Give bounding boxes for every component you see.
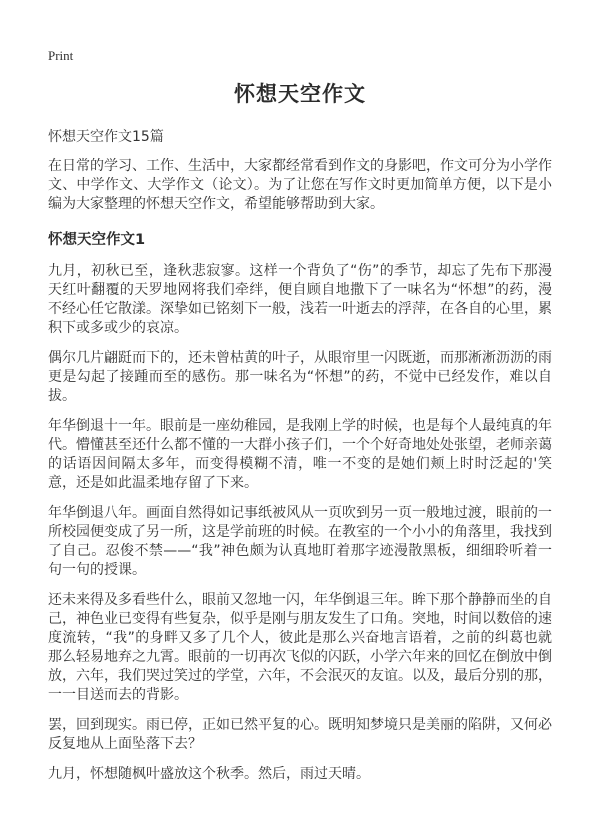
essay-paragraph: 九月，怀想随枫叶盛放这个秋季。然后，雨过天晴。 xyxy=(48,766,370,782)
essay-paragraph: 罢，回到现实。雨已停，正如已然平复的心。既明知梦境只是美丽的陷阱，又何必反复地从上面坠落下去？ xyxy=(48,717,552,752)
essay-body xyxy=(48,262,552,784)
doc-subtitle: 怀想天空作文15篇 xyxy=(48,129,164,145)
essay-paragraph: 还未来得及多看些什么，眼前又忽地一闪，年华倒退三年。眸下那个静静而坐的自己，神色业已变得有些复杂，似乎是刚与朋友发生了口角。突地，时间以数倍的速度流转，“我”的身畔又多了几个人，彼此是那么兴奋地言语着，之前的纠葛也就那么轻易地弃之九霄。眼前的一切再次飞似的闪跃，小学六年来的回忆在倒放中倒放，六年，我们哭过笑过的学堂，六年，不会泯灭的友谊。以及，最后分别的那，一一目送而去的背影。 xyxy=(48,592,552,703)
page-title: 怀想天空作文 xyxy=(234,82,366,106)
essay-paragraph: 年华倒退八年。画面自然得如记事纸被风从一页吹到另一页一般地过渡，眼前的一所校园便变成了另一所，这是学前班的时候。在教室的一个小小的角落里，我找到了自己。忍俊不禁——“我”神色颇为认真地盯着那字迹漫散黑板，细细聆听着一句一句的授课。 xyxy=(48,505,552,578)
essay-paragraph: 年华倒退十一年。眼前是一座幼稚园，是我刚上学的时候，也是每个人最纯真的年代。懵懂甚至还什么都不懂的一大群小孩子们，一个个好奇地处处张望，老师亲蔼的话语因间隔太多年，而变得模糊不清，唯一不变的是她们颊上时时泛起的'笑意，还是如此温柔地存留了下来。 xyxy=(48,418,552,491)
section-heading: 怀想天空作文1 xyxy=(48,232,146,248)
essay-paragraph: 九月，初秋已至，逢秋悲寂寥。这样一个背负了“伤”的季节，却忘了先布下那漫天红叶翻覆的天罗地网将我们牵绊，便自顾自地撒下了一味名为“怀想”的药，漫不经心任它散漾。深挚如已铭刻下一般，浅若一叶逝去的浮萍，在各自的心里，累积下或多或少的哀凉。 xyxy=(48,263,552,336)
print-link[interactable]: Print xyxy=(48,48,74,63)
intro-paragraph: 在日常的学习、工作、生活中，大家都经常看到作文的身影吧，作文可分为小学作文、中学作文、大学作文（论文）。为了让您在写作文时更加简单方便，以下是小编为大家整理的怀想天空作文，希望能够帮助到大家。 xyxy=(48,158,552,212)
essay-paragraph: 偶尔几片翩跹而下的，还未曾枯黄的叶子，从眼帘里一闪既逝，而那淅淅沥沥的雨更是勾起了接踵而至的感伤。那一味名为“怀想”的药，不觉中已经发作，难以自拔。 xyxy=(48,350,552,404)
